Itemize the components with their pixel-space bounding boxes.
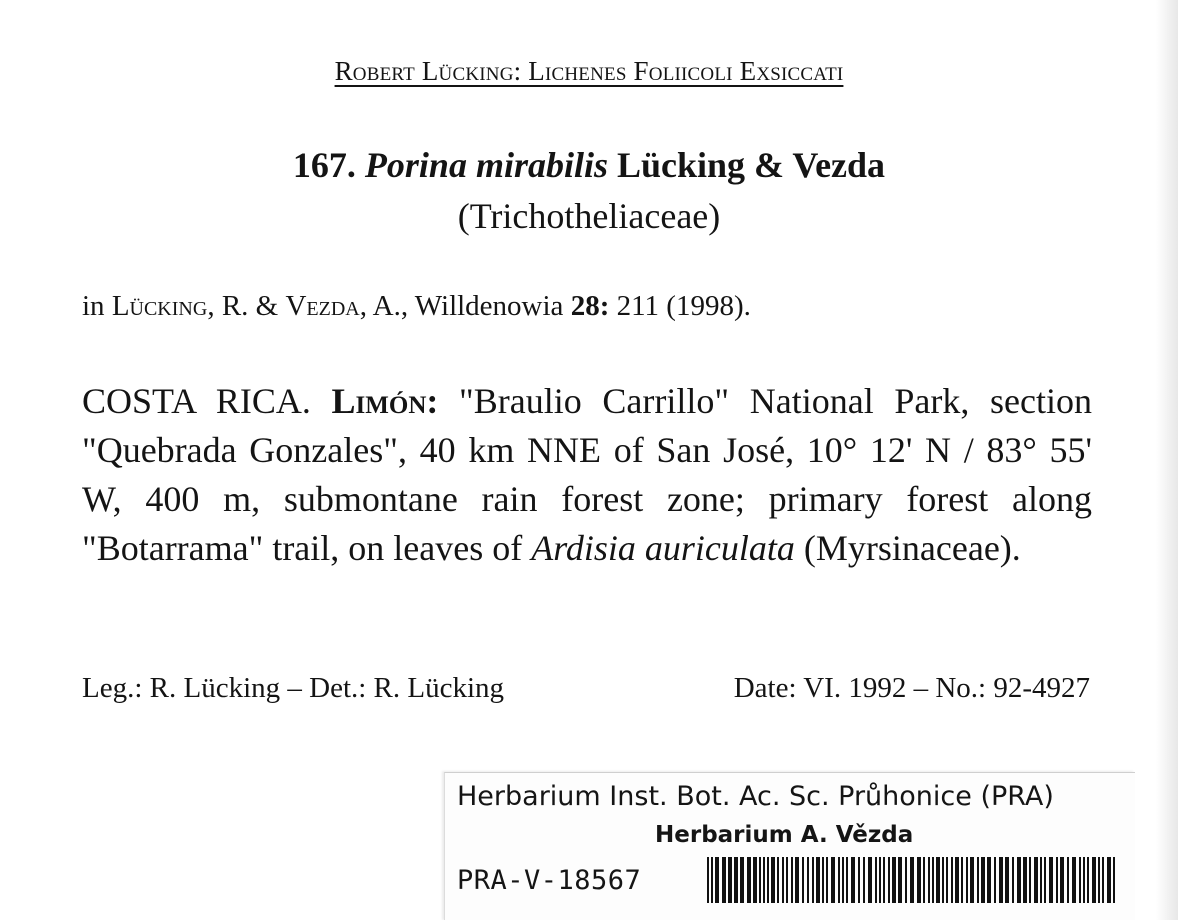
locality-description: "Braulio Carrillo" National Park, section "Quebrada Gonzales", 40 km NNE of San José, 10° 12' N / 83° 55' W, 400 m, submontane rain forest zone; primary forest along "Botarrama" trail, on leaves of: [82, 381, 1093, 568]
literature-citation: [82, 286, 751, 326]
locality-country: COSTA RICA.: [82, 381, 311, 421]
family-name: (Trichotheliaceae): [457, 196, 721, 236]
collector-line: Leg.: R. Lücking – Det.: R. Lücking: [82, 672, 505, 704]
specimen-code: PRA-V-18567: [457, 865, 642, 896]
species-authors: Lücking & Vezda: [616, 145, 886, 185]
series-heading: [0, 56, 1178, 87]
host-species: Ardisia auriculata: [531, 528, 795, 568]
host-family: (Myrsinaceae).: [803, 528, 1021, 568]
exsiccata-number: 167.: [292, 145, 356, 185]
herbarium-name: Herbarium A. Vězda: [655, 822, 914, 848]
locality-province: Limón:: [331, 381, 439, 421]
date-number-line: Date: VI. 1992 – No.: 92-4927: [733, 672, 1090, 704]
barcode-image: [707, 857, 1117, 903]
institution-name: Herbarium Inst. Bot. Ac. Sc. Průhonice (PRA): [457, 781, 1054, 812]
citation-author2: Vezda: [285, 290, 360, 322]
herbarium-sticker: [444, 772, 1135, 920]
locality-text: [82, 377, 1092, 573]
specimen-title: [0, 143, 1178, 187]
citation-pages: 211 (1998).: [616, 290, 751, 322]
citation-author1-rest: , R. &: [207, 290, 279, 322]
citation-prefix: in: [82, 290, 105, 322]
species-name: Porina mirabilis: [364, 145, 608, 185]
paper-edge-shadow: [1156, 0, 1178, 920]
citation-author2-rest: , A., Willdenowia: [359, 290, 564, 322]
citation-volume: 28:: [570, 290, 610, 322]
series-title: Robert Lücking: Lichenes Foliicoli Exsiccati: [334, 56, 844, 86]
citation-author1: Lücking: [111, 290, 208, 322]
